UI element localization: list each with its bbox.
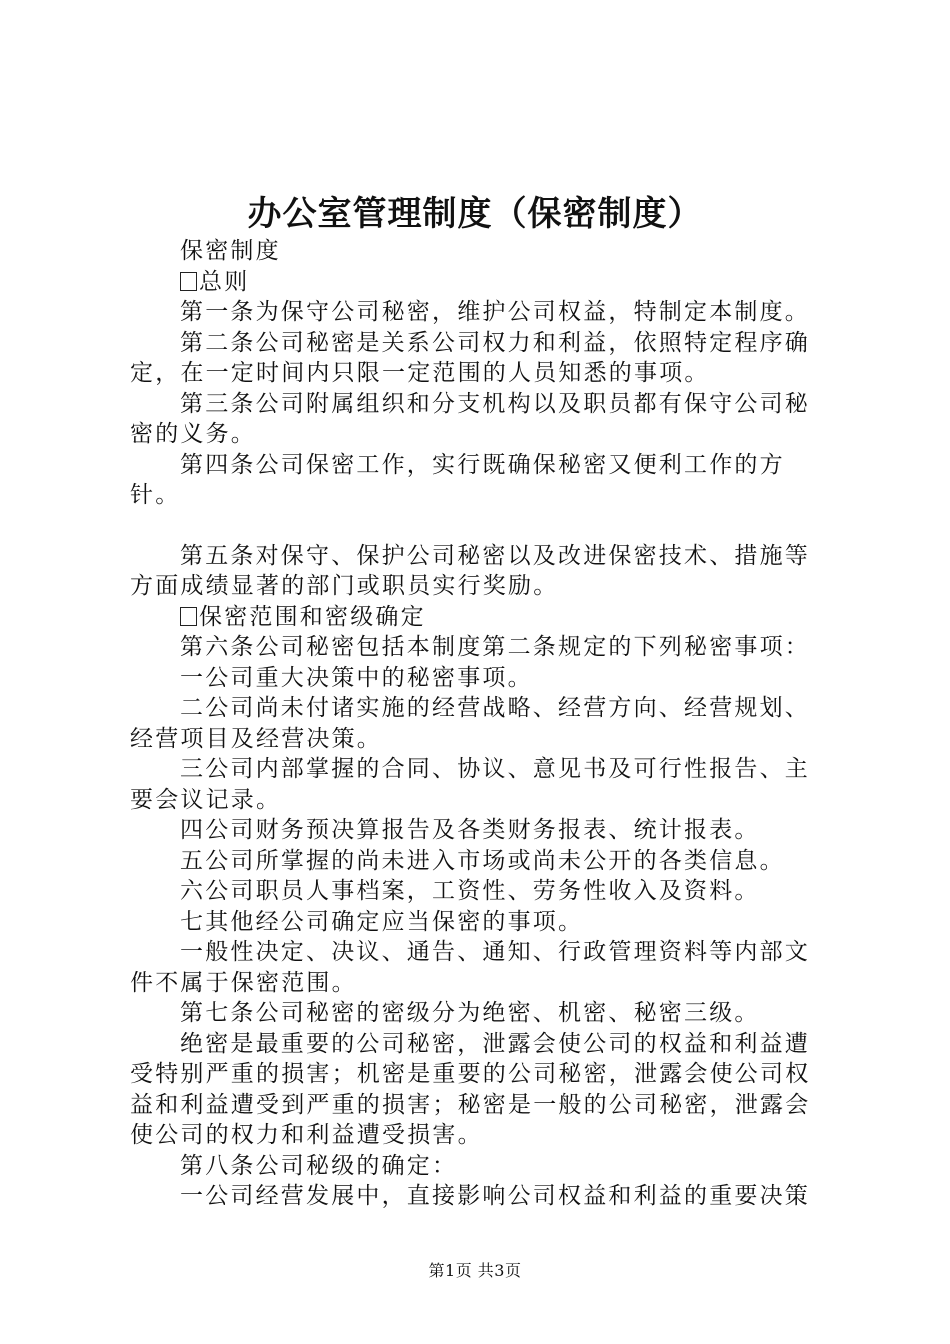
article-1: 第一条为保守公司秘密，维护公司权益，特制定本制度。 [180,299,810,325]
article-5: 第五条对保守、保护公司秘密以及改进保密技术、措施等方面成绩显著的部门或职员实行奖励。 [130,542,810,599]
list-item: 六公司职员人事档案，工资性、劳务性收入及资料。 [180,878,760,904]
paragraph: 绝密是最重要的公司秘密，泄露会使公司的权益和利益遭受特别严重的损害；机密是重要的公司秘密，泄露会使公司权益和利益遭受到严重的损害；秘密是一般的公司秘密，泄露会使公司的权力和利益遭受损害。 [130,1030,811,1148]
document-title: 办公室管理制度（保密制度） [247,194,703,234]
list-item: 二公司尚未付诸实施的经营战略、经营方向、经营规划、经营项目及经营决策。 [130,695,810,752]
page-footer: 第1页 共3页 [428,1261,522,1280]
section-scope-label: 保密范围和密级确定 [199,603,426,630]
article-8: 第八条公司秘级的确定： [180,1152,458,1179]
list-item: 一公司重大决策中的秘密事项。 [180,664,533,691]
section-general-label: 总则 [199,268,250,295]
list-item: 四公司财务预决算报告及各类财务报表、统计报表。 [180,817,760,843]
section-scope [130,602,835,633]
checkbox-square-icon [180,607,197,626]
list-item: 七其他经公司确定应当保密的事项。 [180,908,584,935]
list-item: 一公司经营发展中，直接影响公司权益和利益的重要决策 [180,1183,810,1209]
article-3: 第三条公司附属组织和分支机构以及职员都有保守公司秘密的义务。 [130,390,810,447]
section-general [130,267,835,298]
paragraph: 一般性决定、决议、通告、通知、行政管理资料等内部文件不属于保密范围。 [130,939,810,996]
article-7: 第七条公司秘密的密级分为绝密、机密、秘密三级。 [180,1000,760,1026]
heading-secrecy: 保密制度 [180,238,281,264]
article-6: 第六条公司秘密包括本制度第二条规定的下列秘密事项： [180,634,810,660]
checkbox-square-icon [180,272,197,291]
article-4: 第四条公司保密工作，实行既确保秘密又便利工作的方针。 [130,451,785,508]
list-item: 五公司所掌握的尚未进入市场或尚未公开的各类信息。 [180,847,785,874]
list-item: 三公司内部掌握的合同、协议、意见书及可行性报告、主要会议记录。 [130,756,810,813]
blank-line [130,511,835,541]
document-body [130,236,835,1212]
article-2: 第二条公司秘密是关系公司权力和利益，依照特定程序确定，在一定时间内只限一定范围的人员知悉的事项。 [130,329,810,386]
